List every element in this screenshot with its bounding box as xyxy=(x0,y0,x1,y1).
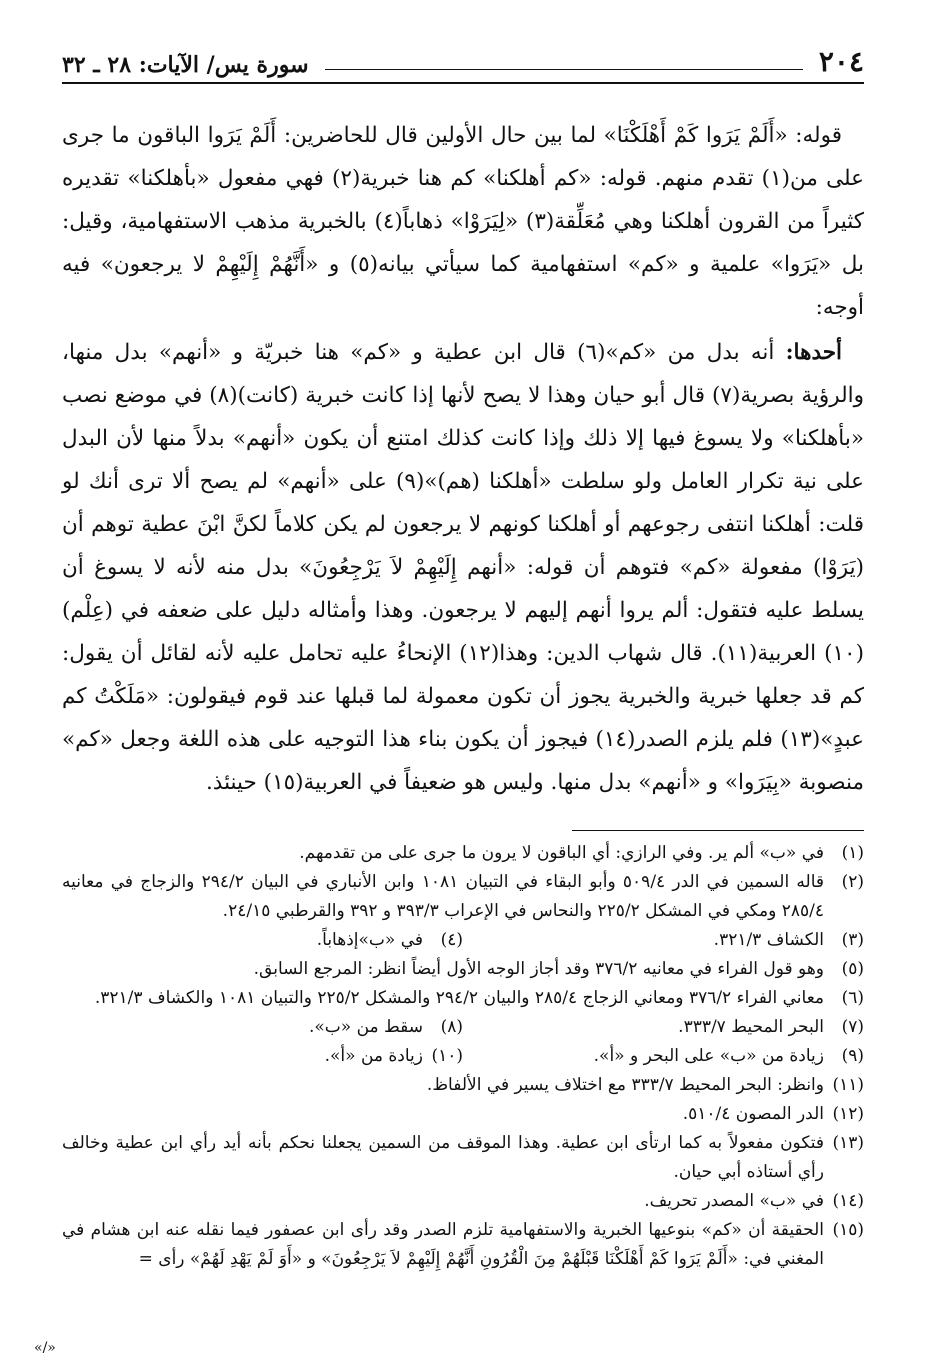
footnote-number: (١٥) xyxy=(832,1220,864,1240)
footnote-number: (٩) xyxy=(841,1046,864,1066)
footnote-number: (٧) xyxy=(841,1017,864,1037)
footnote xyxy=(62,868,864,926)
paragraph-lead: أحدها: xyxy=(785,340,842,365)
continuation-mark: «/» xyxy=(34,1340,56,1356)
footnote-text: زيادة من «ب» على البحر و «أ». xyxy=(593,1046,824,1066)
footnote-number: (١٤) xyxy=(832,1191,864,1211)
footnote-number: (١٢) xyxy=(832,1104,864,1124)
footnote-number: (٦) xyxy=(841,988,864,1008)
footnote-separator xyxy=(572,830,864,831)
footnote xyxy=(62,984,864,1013)
footnote-text: البحر المحيط ٣٣٣/٧. xyxy=(678,1017,824,1037)
footnote-number: (٤) xyxy=(440,930,463,950)
paragraph xyxy=(62,331,864,804)
footnote-number: (٢) xyxy=(841,872,864,892)
footnote xyxy=(62,839,864,868)
footnote-number: (١) xyxy=(841,843,864,863)
footnote-text: وانظر: البحر المحيط ٣٣٣/٧ مع اختلاف يسير في الألفاظ. xyxy=(426,1075,824,1095)
paragraph: قوله: «أَلَمْ يَرَوا كَمْ أَهْلَكْنَا» لما بين حال الأولين قال للحاضرين: أَلَمْ يَرَوا الباقون ما جرى على من(١) تقدم منهم. قوله: «كم أهلكنا» كم هنا خبرية(٢) فهي مفعول «بأهلكنا» تقديره كثيراً من القرون أهلكنا وهي مُعَلِّقة(٣) «لِيَرَوْا» ذهاباً(٤) بالخبرية مذهب الاستفهامية، وقيل: بل «يَرَوا» علمية و «كم» استفهامية كما سيأتي بيانه(٥) و «أَنَّهُمْ إِلَيْهِمْ لا يرجعون» فيه أوجه: xyxy=(62,123,865,320)
footnote-text: سقط من «ب». xyxy=(308,1017,423,1037)
footnote-text: قاله السمين في الدر ٥٠٩/٤ وأبو البقاء في التبيان ١٠٨١ وابن الأنباري في البيان ٢٩٤/٢ والزجاج في معانيه ٢٨٥/٤ ومكي في المشكل ٢٢٥/٢ والنحاس في الإعراب ٣٩٣/٣ و ٣٩٢ والقرطبي ٢٤/١٥. xyxy=(62,872,825,921)
footnote-text: زيادة من «أ». xyxy=(324,1046,423,1066)
footnote-text: في «ب» المصدر تحريف. xyxy=(644,1191,824,1211)
footnote-text: في «ب»إذهاباً. xyxy=(316,930,423,950)
paragraph-text: أنه بدل من «كم»(٦) قال ابن عطية و «كم» هنا خبريّة و «أنهم» بدل منها، والرؤية بصرية(٧) قال أبو حيان وهذا لا يصح لأنها إذا كانت خبرية (كانت)(٨) في موضع نصب «بأهلكنا» ولا يسوغ فيها إلا ذلك وإذا كانت كذلك امتنع أن يكون «أنهم» بدلاً منها لأن البدل على نية تكرار العامل ولو سلطت «أهلكنا (هم)»(٩) على «أنهم» لم يصح ألا ترى أنك لو قلت: أهلكنا انتفى رجوعهم أو أهلكنا كونهم لا يرجعون لم يكن كلاماً لكنَّ ابْنَ عطية توهم أن (يَرَوْا) مفعولة «كم» فتوهم أن قوله: «أنهم إِلَيْهِمْ لاَ يَرْجِعُونَ» بدل منه لأنه لا يسوغ أن يسلط عليه فتقول: ألم يروا أنهم إليهم لا يرجعون. وهذا وأمثاله دليل على ضعفه في (عِلْم)(١٠) العربية(١١). قال شهاب الدين: وهذا(١٢) الإنحاءُ عليه تحامل عليه لأنه لقائل أن يقول: كم قد جعلها خبرية والخبرية يجوز أن تكون معمولة لما قبلها عند قوم فيقولون: «مَلَكْتُ كم عبدٍ»(١٣) فلم يلزم الصدر(١٤) فيجوز أن يكون بناء هذا التوجيه على هذه اللغة وجعل «كم» منصوبة «بِيَرَوا» و «أنهم» بدل منها. وليس هو ضعيفاً في العربية(١٥) حينئذ. xyxy=(62,340,864,795)
footnote xyxy=(463,1013,864,1042)
footnote xyxy=(463,926,864,955)
footnote-number: (١٠) xyxy=(431,1046,463,1066)
footnote-number: (٣) xyxy=(841,930,864,950)
footnote-text: الحقيقة أن «كم» بنوعيها الخبرية والاستفهامية تلزم الصدر وقد رأى ابن عصفور فيما نقله عنه ابن هشام في المغني في: «أَلَمْ يَرَوا كَمْ أَهْلَكْنَا قَبْلَهُمْ مِنَ الْقُرُونِ أَنَّهُمْ إِلَيْهِمْ لاَ يَرْجِعُونَ» و «أَوَ لَمْ يَهْدِ لَهُمْ» رأى = xyxy=(62,1220,824,1269)
page-number: ٢٠٤ xyxy=(818,45,864,78)
footnote-pair xyxy=(62,926,864,955)
footnote xyxy=(62,1129,864,1187)
footnote-text: معاني الفراء ٣٧٦/٢ ومعاني الزجاج ٢٨٥/٤ والبيان ٢٩٤/٢ والمشكل ٢٢٥/٢ والتبيان ١٠٨١ والكشاف ٣٢١/٣. xyxy=(94,988,824,1008)
footnote xyxy=(62,1100,864,1129)
footnote-text: الدر المصون ٥١٠/٤. xyxy=(682,1104,824,1124)
footnote xyxy=(62,1187,864,1216)
footnote-text: وهو قول الفراء في معانيه ٣٧٦/٢ وقد أجاز الوجه الأول أيضاً انظر: المرجع السابق. xyxy=(253,959,824,979)
footnote xyxy=(62,926,463,955)
footnote xyxy=(62,1071,864,1100)
page-header xyxy=(62,45,864,84)
footnote xyxy=(62,1216,864,1274)
footnote-pair xyxy=(62,1042,864,1071)
running-title: سورة يس/ الآيات: ٢٨ ـ ٣٢ xyxy=(62,52,309,78)
footnote xyxy=(62,1042,463,1071)
footnotes xyxy=(62,839,864,1274)
footnote-number: (٨) xyxy=(440,1017,463,1037)
footnote-pair xyxy=(62,1013,864,1042)
footnote-number: (٥) xyxy=(841,959,864,979)
footnote-text: في «ب» ألم ير. وفي الرازي: أي الباقون لا يرون ما جرى على من تقدمهم. xyxy=(299,843,824,863)
footnote xyxy=(62,955,864,984)
main-text xyxy=(62,114,864,804)
footnote-number: (١١) xyxy=(832,1075,864,1095)
footnote-text: فتكون مفعولاً به كما ارتأى ابن عطية. وهذا الموقف من السمين يجعلنا نحكم بأنه أيد رأي ابن عطية وخالف رأي أستاذه أبي حيان. xyxy=(62,1133,824,1182)
footnote-text: الكشاف ٣٢١/٣. xyxy=(713,930,824,950)
header-rule xyxy=(325,69,803,70)
footnote-number: (١٣) xyxy=(832,1133,864,1153)
footnote xyxy=(463,1042,864,1071)
footnote xyxy=(62,1013,463,1042)
